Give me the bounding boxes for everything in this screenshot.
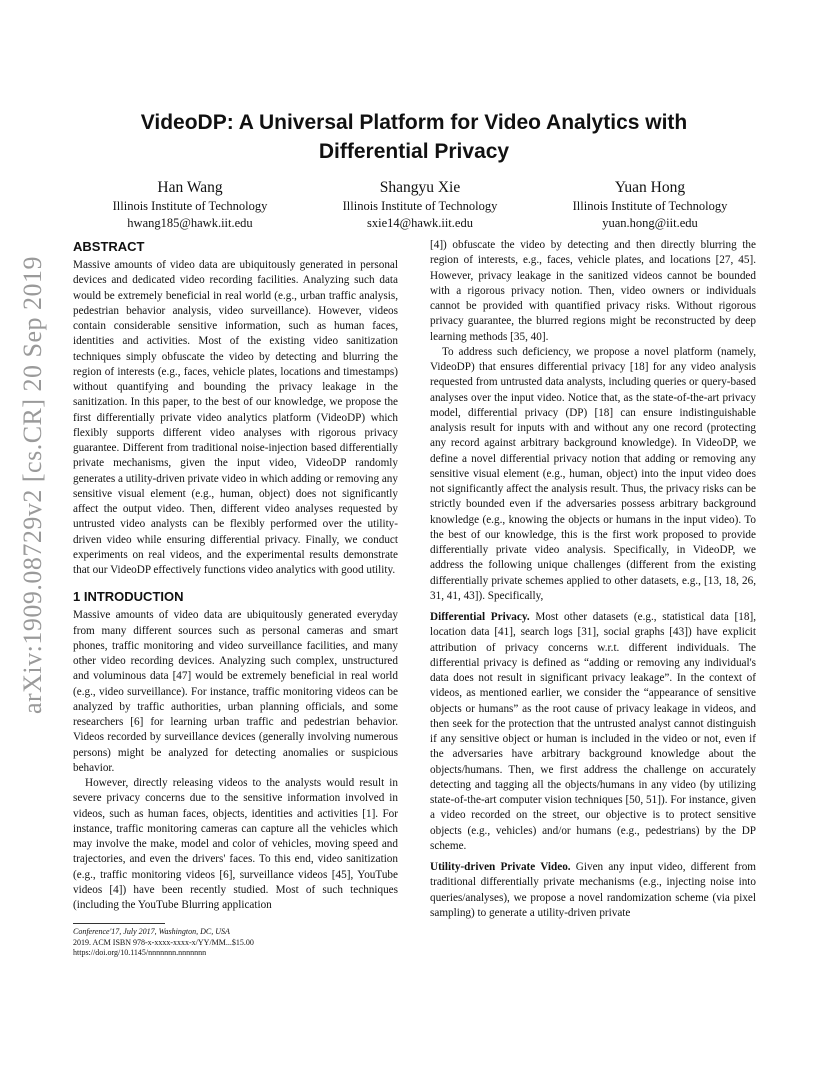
author-affiliation: Illinois Institute of Technology <box>572 199 728 213</box>
author-affiliation: Illinois Institute of Technology <box>342 199 498 213</box>
author-affiliation: Illinois Institute of Technology <box>112 199 268 213</box>
author-2 <box>305 178 535 231</box>
footnote-isbn: 2019. ACM ISBN 978-x-xxxx-xxxx-x/YY/MM...$15.00 <box>73 937 254 947</box>
abstract-heading: ABSTRACT <box>73 239 145 254</box>
left-column <box>73 238 398 913</box>
footnote-rule <box>73 923 165 924</box>
intro-paragraph-2: However, directly releasing videos to the analysts would result in severe privacy concerns due to the sensitive information involved in videos, such as human faces, objects, identities and activities [1]. For instance, traffic monitoring cameras can capture all the vehicles which may involve the make, model and color of vehicles, moving speed and trajectories, and even the drivers' faces. To this end, video sanitization (e.g., traffic monitoring videos [6], surveillance videos [45], YouTube videos [4]) have been recently studied. Most of such techniques (including the YouTube Blurring application <box>73 777 398 911</box>
intro-paragraph-1: Massive amounts of video data are ubiquitously generated everyday from many different sources such as personal cameras and smart phones, traffic monitoring and video surveillance facilities, and many other video recording devices. Analyzing such complex, unstructured and voluminous data [47] would be extremely beneficial in real world (e.g., video surveillance). For instance, traffic monitoring videos can be analyzed by traffic authorities, urban planning officials, and some researchers [6] for learning urban traffic and pedestrian behavior. Videos recorded by surveillance devices (generally involving numerous persons) might be analyzed for detecting anomalies or suspicious behavior. <box>73 609 398 774</box>
utility-text: Given any input video, different from traditional differentially private mechanisms (e.g., injecting noise into queries/analyses), we propose a novel randomization scheme (via pixel sampling) to generate a utility-driven private <box>430 861 757 919</box>
author-name: Han Wang <box>157 179 223 196</box>
footnote-doi: https://doi.org/10.1145/nnnnnnn.nnnnnnn <box>73 948 207 957</box>
dp-label: Differential Privacy. <box>430 611 530 623</box>
utility-paragraph <box>430 860 756 921</box>
arxiv-watermark <box>14 255 52 715</box>
author-name: Yuan Hong <box>614 179 686 196</box>
intro-paragraph-4: To address such deficiency, we propose a novel platform (namely, VideoDP) that ensures differential privacy [18] for any video analysis requested from untrusted data analysts, including queries or query-based analyses over the input video. Notice that, as the state-of-the-art privacy model, differential privacy (DP) [18] can ensure indistinguishable analysis result for inputs with and without any one record (protecting any record against arbitrary background knowledge). In VideoDP, we define a novel differential privacy notion that adding or removing any sensitive visual element (e.g., human, object) into the input video does not significantly affect the analysis result. Thus, the privacy risks can be strictly bounded even if the adversaries possess arbitrary background knowledge (e.g., knowing the objects or humans in the input video). To the best of our knowledge, this is the first work proposed to provide differentially private video analysis. Specifically, in VideoDP, we address the following unique challenges (different from the existing differentially private schemes applied to other datasets, e.g., [13, 18, 26, 31, 41, 43]). Specifically, <box>430 345 756 602</box>
author-email: hwang185@hawk.iit.edu <box>127 215 253 230</box>
abstract-text: Massive amounts of video data are ubiquitously generated in personal devices and dedicated video recording facilities. Analyzing such data would be extremely beneficial in real world (e.g., urban traffic analysis, pedestrian behavior analysis, video surveillance). However, videos contain considerable sensitive information, such as human faces, identities and activities. Most of the existing video sanitization techniques simply obfuscate the video by detecting and blurring the region of interests (e.g., faces, vehicle plates, locations and timestamps) without quantifying and bounding the privacy leakage in the sanitization. In this paper, to the best of our knowledge, we propose the first differentially private video analytics platform (VideoDP) which flexibly supports different video analyses with rigorous privacy guarantee. Different from traditional noise-injection based differentially private mechanisms, given the input video, VideoDP randomly generates a utility-driven private video in which adding or removing any sensitive visual element (e.g., human, object) does not significantly affect the output video. Then, different video analyses requested by untrusted video analysts can be flexibly performed over the utility-driven video while ensuring differential privacy. Finally, we conduct experiments on real videos, and the experimental results demonstrate that our VideoDP effectively functions video analytics with good utility. <box>73 259 398 576</box>
dp-paragraph <box>430 610 756 854</box>
dp-text: Most other datasets (e.g., statistical data [18], location data [41], search logs [31], social graphs [43]) have explicit attribution of privacy concerns w.r.t. different individuals. The differential privacy is defined as “adding or removing any individual's data does not result in significant privacy leakage”. In the context of videos, as mentioned earlier, we consider the “appearance of sensitive objects or humans” as the root cause of privacy leakage in videos, and then seek for the protection that the untrusted analyst cannot distinguish if any sensitive object or human is included in the video or not, even if the adversaries have arbitrary background knowledge about the objects/humans. Then, we first address the challenge on accurately detecting and tagging all the objects/humans in any video (by utilizing state-of-the-art computer vision techniques [50, 51]). For instance, given a video recorded on the street, our objective is to protect sensitive objects (e.g., vehicles) and/or humans (e.g., pedestrians) by the DP scheme. <box>430 611 756 852</box>
author-1 <box>75 178 305 231</box>
author-3 <box>535 178 765 231</box>
right-column <box>430 238 756 921</box>
author-name: Shangyu Xie <box>379 179 461 196</box>
arxiv-id: arXiv:1909.08729v2 [cs.CR] 20 Sep 2019 <box>18 255 47 715</box>
author-email: yuan.hong@iit.edu <box>602 215 698 230</box>
footnote-conference: Conference'17, July 2017, Washington, DC, USA <box>73 927 230 936</box>
author-email: sxie14@hawk.iit.edu <box>367 215 473 230</box>
utility-label: Utility-driven Private Video. <box>430 861 571 873</box>
author-block <box>75 178 765 231</box>
intro-heading: 1 INTRODUCTION <box>73 589 184 605</box>
intro-paragraph-3: [4]) obfuscate the video by detecting and then directly blurring the region of interests, e.g., faces, vehicle plates, and locations [27, 45]. However, privacy leakage in the sanitized videos cannot be bounded with a rigorous privacy notion. Then, video owners or individuals cannot be provided with quantified privacy risks. Without rigorous privacy guarantee, the blurred regions might be reconstructed by deep learning methods [35, 40]. <box>430 239 756 343</box>
footnote <box>73 927 403 959</box>
paper-title: VideoDP: A Universal Platform for Video Analytics with Differential Privacy <box>140 111 688 163</box>
